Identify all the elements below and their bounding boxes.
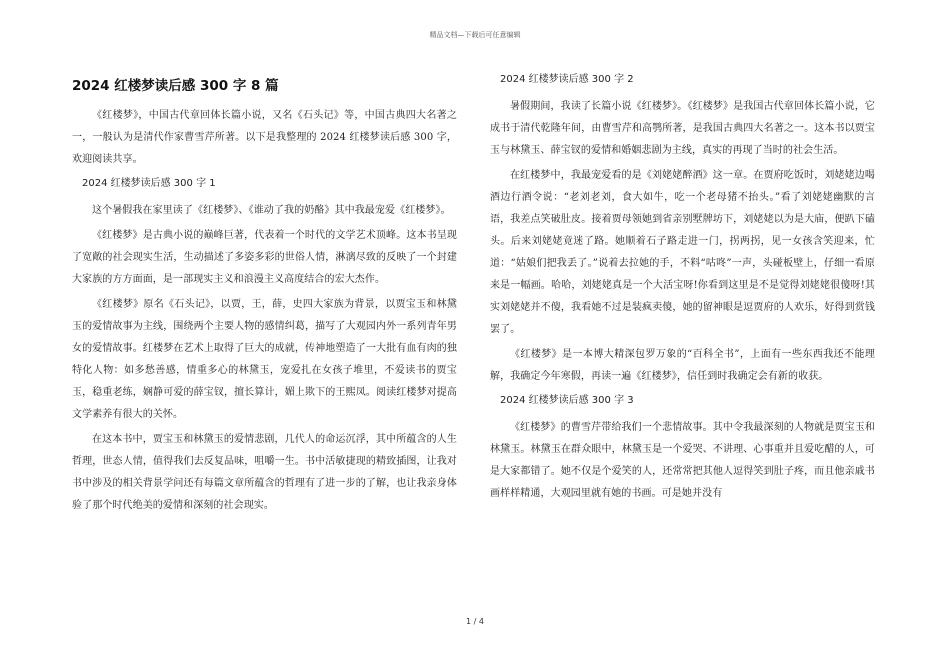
section-heading-1: 2024 红楼梦读后感 300 字 1 — [82, 178, 216, 189]
paragraph: 《红楼梦》是古典小说的巅峰巨著，代表着一个时代的文学艺术顶峰。这本书呈现了宽敞的社会现实生活，生动描述了多姿多彩的世俗人情，淋漓尽致的反映了一个封建大家族的方方面面，是一部现实主义和浪漫主义高度结合的宏大杰作。 — [72, 230, 457, 285]
section-heading-3: 2024 红楼梦读后感 300 字 3 — [500, 395, 634, 406]
document-title: 2024 红楼梦读后感 300 字 8 篇 — [72, 78, 279, 94]
section-heading-2: 2024 红楼梦读后感 300 字 2 — [500, 74, 634, 85]
left-column — [72, 70, 457, 520]
page-number: 1 / 4 — [466, 617, 484, 626]
paragraph: 《红楼梦》原名《石头记》，以贾，王，薛，史四大家族为背景，以贾宝玉和林黛玉的爱情故事为主线，围绕两个主要人物的感情纠葛，描写了大观园内外一系列青年男女的爱情故事。红楼梦在艺术上取得了巨大的成就，传神地塑造了一大批有血有肉的独特化人物：如多愁善感，情重多心的林黛玉，宠爱扎在女孩子堆里，不爱读书的贾宝玉，稳重老练，娴静可爱的薛宝钗，擅长算计，媚上欺下的王熙凤。阅读红楼梦对提高文学素养有很大的关怀。 — [72, 299, 457, 420]
paragraph: 暑假期间，我读了长篇小说《红楼梦》。《红楼梦》是我国古代章回体长篇小说，它成书于清代乾隆年间，由曹雪芹和高鹗所著，是我国古典四大名著之一。这本书以贾宝玉与林黛玉、薛宝钗的爱情和婚姻悲剧为主线，真实的再现了当时的社会生活。 — [490, 101, 875, 156]
paragraph: 在这本书中，贾宝玉和林黛玉的爱情悲剧，几代人的命运沉浮，其中所蕴含的人生哲理，世态人情，值得我们去反复品味，咀嚼一生。书中活敏捷现的精致插图，让我对书中涉及的相关背景学问还有每篇文章所蕴含的哲理有了进一步的了解，也让我亲身体验了那个时代绝美的爱情和深刻的社会现实。 — [72, 434, 457, 511]
intro-paragraph: 《红楼梦》，中国古代章回体长篇小说，又名《石头记》等，中国古典四大名著之一，一般认为是清代作家曹雪芹所著。以下是我整理的 2024 红楼梦读后感 300 字，欢迎阅读共享。 — [72, 110, 457, 165]
paragraph: 在红楼梦中，我最宠爱看的是《刘姥姥醉酒》这一章。在贾府吃饭时，刘姥姥边喝酒边行酒令说：“老刘老刘，食大如牛，吃一个老母猪不抬头。”看了刘姥姥幽默的言语，我差点笑破肚皮。接着贾母领她到省亲别墅牌坊下，刘姥姥以为是大庙，便趴下磕头。后来刘姥姥竟迷了路。她顺着石子路走进一门，拐两拐，见一女孩含笑迎来，忙道：“姑娘们把我丢了。”说着去拉她的手，不料“咕咚”一声，头碰板壁上，仔细一看原来是一幅画。哈哈，刘姥姥真是一个大活宝呀!你看到这里是不是觉得刘姥姥很傻呀!其实刘姥姥并不傻，我看她不过是装疯卖傻，她的留神眼是逗贾府的人欢乐，好得到赏钱罢了。 — [490, 170, 875, 335]
paragraph: 这个暑假我在家里读了《红楼梦》、《谁动了我的奶酪》其中我最宠爱《红楼梦》。 — [92, 205, 451, 216]
paragraph: 《红楼梦》的曹雪芹带给我们一个悲情故事。其中令我最深刻的人物就是贾宝玉和林黛玉。林黛玉在群众眼中，林黛玉是一个爱哭、不讲理、心事重并且爱吃醋的人，可是大家都错了。她不仅是个爱笑的人，还常常把其他人逗得笑到肚子疼，而且他亲戚书画样样精通，大观园里就有她的书画。可是她并没有 — [490, 422, 875, 499]
paragraph: 《红楼梦》是一本博大精深包罗万象的“百科全书”，上面有一些东西我还不能理解，我确定今年寒假，再读一遍《红楼梦》，信任到时我确定会有新的收获。 — [490, 349, 875, 382]
page-header: 精品文档—下载后可任意编辑 — [429, 31, 521, 39]
right-column — [490, 70, 875, 508]
